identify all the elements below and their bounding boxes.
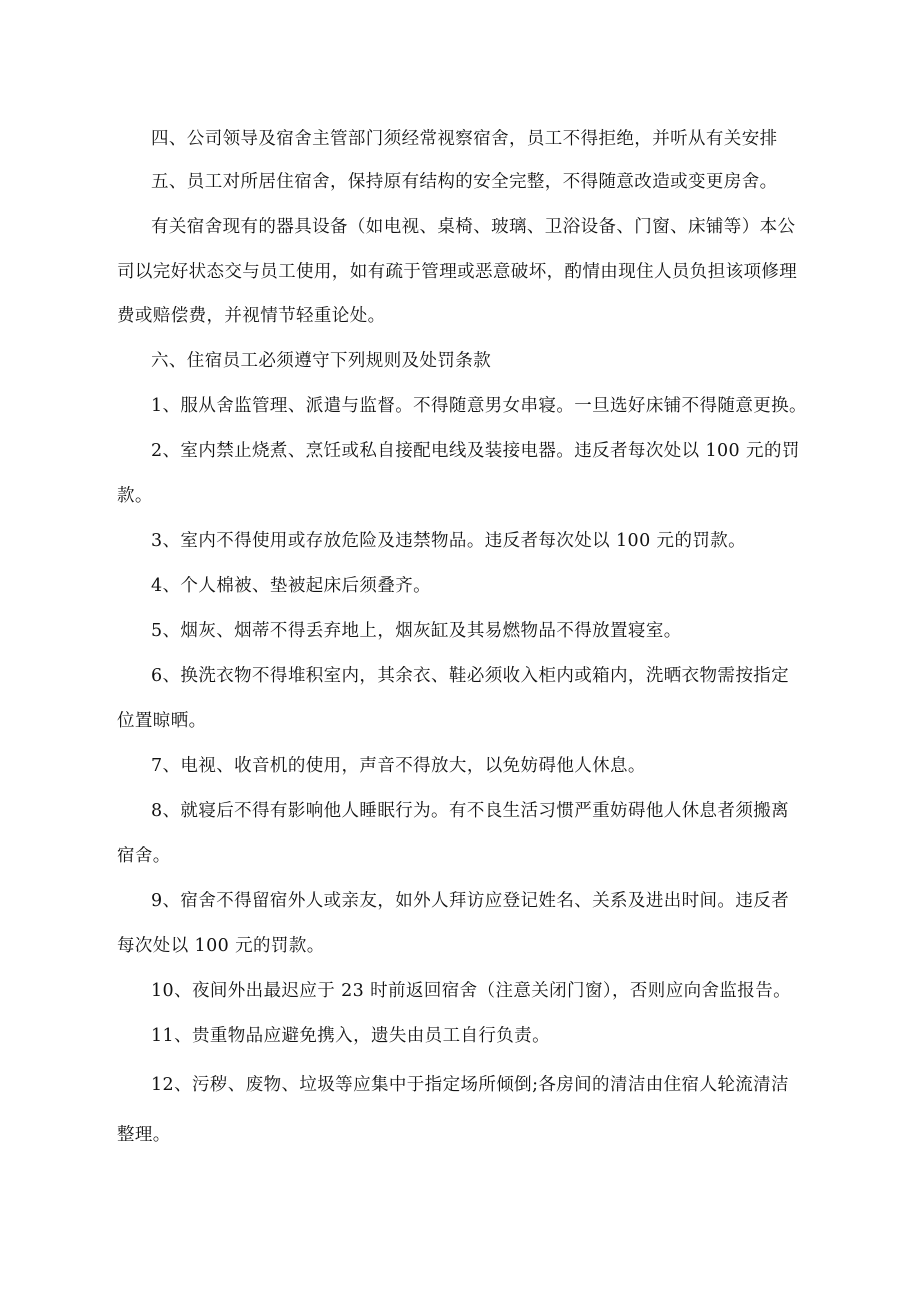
item-8-line-1: 8、就寝后不得有影响他人睡眠行为。有不良生活习惯严重妨碍他人休息者须搬离 (151, 801, 790, 821)
item-12-line-2: 整理。 (117, 1125, 171, 1145)
item-8-line-2: 宿舍。 (117, 846, 171, 866)
item-2-line-1: 2、室内禁止烧煮、烹饪或私自接配电线及装接电器。违反者每次处以 100 元的罚 (151, 441, 800, 461)
item-2-line-2: 款。 (117, 486, 153, 506)
item-7-line-1: 7、电视、收音机的使用，声音不得放大，以免妨碍他人休息。 (151, 756, 646, 776)
item-11-line-1: 11、贵重物品应避免携入，遗失由员工自行负责。 (151, 1026, 550, 1046)
equipment-note-line-2: 司以完好状态交与员工使用，如有疏于管理或恶意破坏，酌情由现住人员负担该项修理 (117, 262, 798, 282)
item-10-line-1: 10、夜间外出最迟应于 23 时前返回宿舍（注意关闭门窗），否则应向舍监报告。 (151, 981, 792, 1001)
item-9-line-2: 每次处以 100 元的罚款。 (117, 936, 325, 956)
equipment-note-line-3: 费或赔偿费，并视情节轻重论处。 (117, 306, 386, 326)
item-9-line-1: 9、宿舍不得留宿外人或亲友，如外人拜访应登记姓名、关系及进出时间。违反者 (151, 891, 790, 911)
item-12-line-1: 12、污秽、废物、垃圾等应集中于指定场所倾倒;各房间的清洁由住宿人轮流清洁 (151, 1075, 789, 1095)
item-3-line-1: 3、室内不得使用或存放危险及违禁物品。违反者每次处以 100 元的罚款。 (151, 531, 747, 551)
rule-4-line-1: 四、公司领导及宿舍主管部门须经常视察宿舍，员工不得拒绝，并听从有关安排 (151, 129, 778, 149)
equipment-note-line-1: 有关宿舍现有的器具设备（如电视、桌椅、玻璃、卫浴设备、门窗、床铺等）本公 (151, 217, 796, 237)
item-4-line-1: 4、个人棉被、垫被起床后须叠齐。 (151, 576, 432, 596)
item-5-line-1: 5、烟灰、烟蒂不得丢弃地上，烟灰缸及其易燃物品不得放置寝室。 (151, 621, 682, 641)
item-1-line-1: 1、服从舍监管理、派遣与监督。不得随意男女串寝。一旦选好床铺不得随意更换。 (151, 396, 807, 416)
rule-6-line-1: 六、住宿员工必须遵守下列规则及处罚条款 (151, 351, 492, 371)
rule-5-line-1: 五、员工对所居住宿舍，保持原有结构的安全完整，不得随意改造或变更房舍。 (151, 172, 778, 192)
item-6-line-1: 6、换洗衣物不得堆积室内，其余衣、鞋必须收入柜内或箱内，洗晒衣物需按指定 (151, 666, 790, 686)
item-6-line-2: 位置晾晒。 (117, 711, 207, 731)
